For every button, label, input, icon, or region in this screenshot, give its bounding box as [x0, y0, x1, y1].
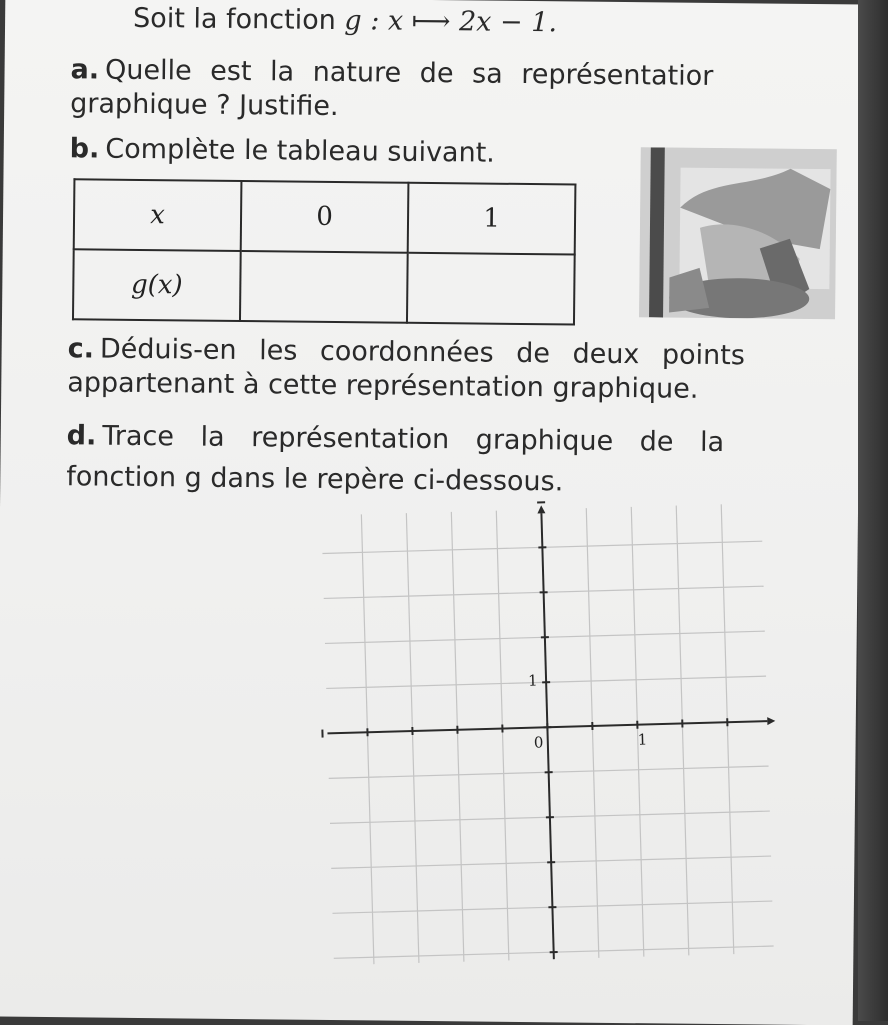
- question-c-label: c.: [68, 333, 95, 364]
- question-d-line2: fonction g dans le repère ci-dessous.: [66, 461, 563, 497]
- intro-text: Soit la fonction: [133, 3, 336, 36]
- value-table: [72, 178, 576, 325]
- illustration-image: [639, 147, 837, 319]
- y-axis-arrow: [537, 505, 545, 513]
- page-edge-shadow: [858, 0, 888, 1021]
- intro-line: [133, 3, 557, 38]
- question-b: [70, 133, 495, 168]
- question-d-label: d.: [67, 420, 97, 451]
- illustration-drawing: [639, 147, 837, 319]
- grid-line-vertical: [676, 506, 689, 956]
- table-row: [73, 249, 575, 324]
- y-axis: [541, 513, 553, 959]
- origin-label: 0: [534, 733, 544, 751]
- grid-line-vertical: [721, 504, 734, 954]
- question-a-line1: [70, 54, 713, 92]
- function-name: g: [344, 5, 362, 36]
- function-mapping: : x ⟼ 2x − 1.: [370, 5, 557, 38]
- grid-line-vertical: [451, 512, 464, 962]
- table-cell-gx-header: g(x): [73, 249, 241, 321]
- table-cell-gx-1: [407, 253, 575, 325]
- y-unit-label: 1: [528, 672, 538, 690]
- grid-line-vertical: [496, 511, 509, 961]
- table-cell-x-0: 0: [241, 181, 409, 253]
- question-c-line1: [68, 333, 746, 371]
- grid-line-vertical: [586, 508, 599, 958]
- question-d-line1: [67, 420, 725, 458]
- question-b-text: Complète le tableau suivant.: [105, 134, 495, 169]
- question-d-text1: Trace la représentation graphique de la: [102, 421, 724, 459]
- table-cell-gx-0: [240, 251, 408, 323]
- grid-svg: [311, 493, 784, 976]
- x-axis-arrow: [767, 717, 775, 725]
- x-unit-label: 1: [638, 730, 648, 748]
- question-a-label: a.: [70, 54, 99, 85]
- table-cell-x-1: 1: [408, 183, 576, 255]
- grid-line-vertical: [406, 513, 419, 963]
- grid-line-vertical: [361, 514, 374, 964]
- question-a-line2: graphique ? Justifie.: [70, 88, 339, 122]
- question-c-text1: Déduis-en les coordonnées de deux points: [100, 334, 745, 372]
- question-a-text1: Quelle est la nature de sa représentatior: [105, 55, 714, 92]
- question-b-label: b.: [70, 133, 100, 164]
- coordinate-grid: [311, 493, 784, 980]
- table-row: [74, 179, 576, 254]
- question-c-line2: appartenant à cette représentation graphique.: [67, 367, 698, 405]
- table-cell-x-header: x: [74, 179, 242, 251]
